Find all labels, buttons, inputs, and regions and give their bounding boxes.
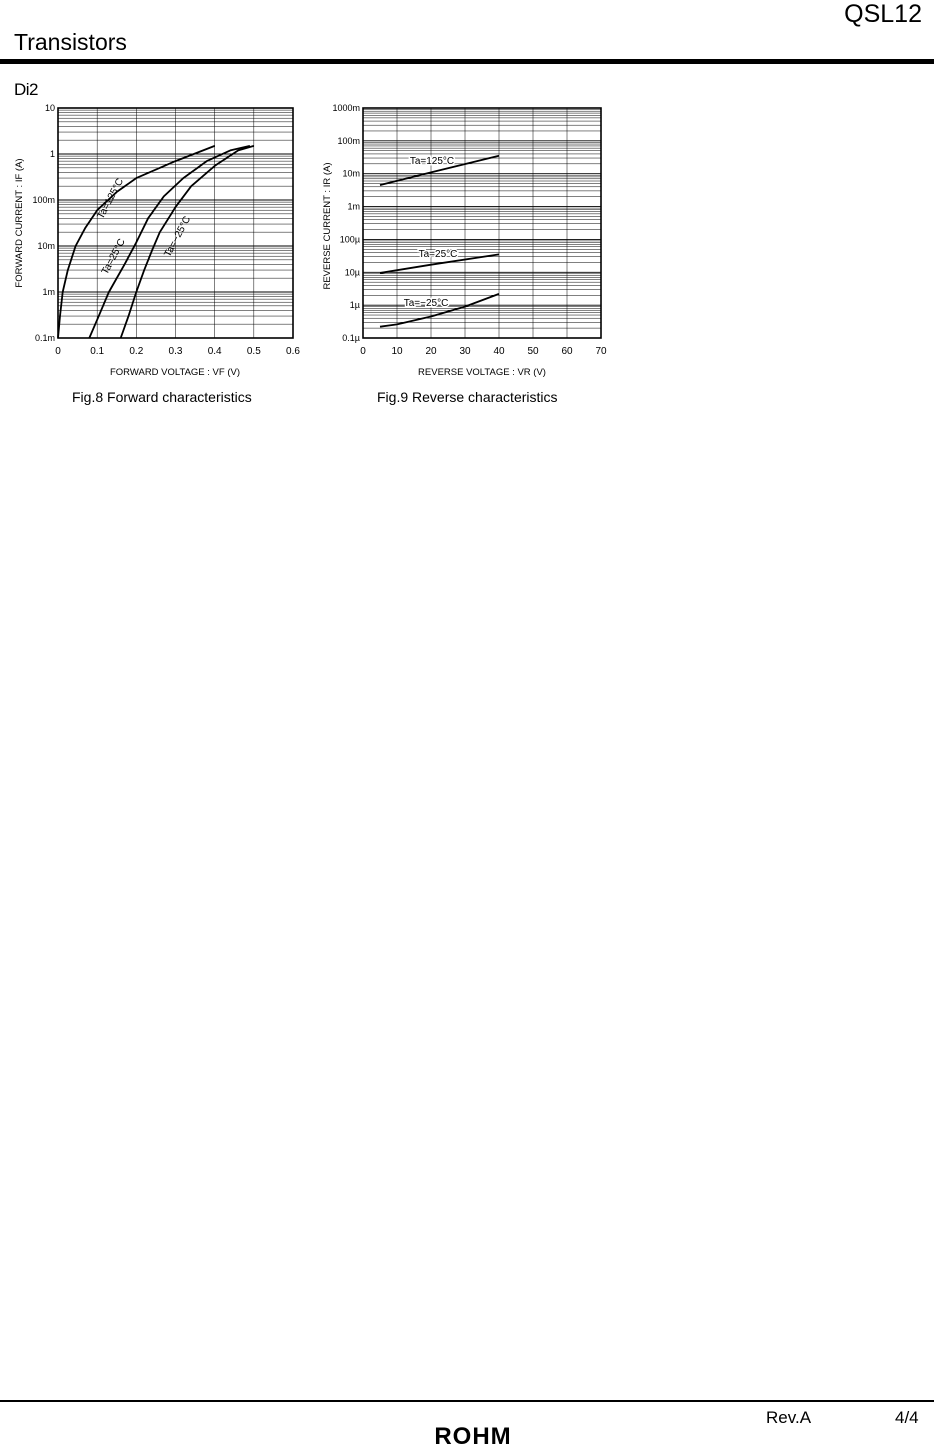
x-tick-label: 50 [527,346,539,357]
forward-characteristics-chart [14,103,300,378]
x-tick-label: 0 [55,346,61,357]
x-tick-label: 0.4 [207,346,222,357]
x-tick-label: 0.6 [286,346,300,357]
y-axis-label: REVERSE CURRENT : IR (A) [322,162,333,290]
x-tick-label: 70 [595,346,607,357]
x-axis-label: FORWARD VOLTAGE : VF (V) [109,367,241,378]
y-tick-label: 1µ [349,300,360,311]
x-tick-label: 30 [459,346,471,357]
rohm-logo [420,1424,526,1448]
header-rule [0,59,934,64]
y-tick-label: 0.1m [34,333,55,343]
rohm-logo-text: ROHM [434,1424,512,1448]
x-tick-label: 0.3 [168,346,183,357]
y-tick-label: 100m [337,135,360,146]
x-tick-label: 0.2 [129,346,144,357]
series-annotation: Ta=25°C [99,237,128,277]
y-tick-label: 100m [32,195,55,205]
y-tick-label: 10m [342,168,360,179]
document-category: Transistors [14,29,127,55]
series-annotation: Ta=−25°C [403,298,449,309]
x-tick-label: 0 [360,346,366,357]
x-axis-label: REVERSE VOLTAGE : VR (V) [418,367,546,378]
y-tick-label: 1000m [332,103,360,113]
x-tick-label: 60 [561,346,573,357]
y-tick-label: 1 [49,149,55,159]
y-axis-label: FORWARD CURRENT : IF (A) [14,158,25,288]
series-annotation: Ta=125°C [409,156,455,167]
x-tick-label: 0.1 [90,346,105,357]
x-tick-label: 40 [493,346,505,357]
y-tick-label: 0.1µ [342,333,360,343]
x-tick-label: 10 [391,346,403,357]
y-tick-label: 1m [347,201,360,212]
revision-label: Rev.A [766,1408,812,1427]
series-annotation: Ta=25°C [418,249,458,260]
fig9-caption: Fig.9 Reverse characteristics [377,389,558,405]
x-tick-label: 20 [425,346,437,357]
y-tick-label: 10µ [344,267,360,278]
part-number: QSL12 [844,0,922,28]
fig8-caption: Fig.8 Forward characteristics [72,389,252,405]
series-annotation: Ta=125°C [95,176,127,221]
y-tick-label: 1m [42,287,55,297]
section-label: Di2 [14,80,39,99]
footer-rule [0,1400,934,1402]
series-annotation: Ta=−25°C [162,214,194,260]
charts-canvas [0,95,934,395]
y-tick-label: 100µ [339,234,360,245]
x-tick-label: 0.5 [246,346,261,357]
page-number: 4/4 [895,1408,919,1427]
y-tick-label: 10 [44,103,55,113]
y-tick-label: 10m [37,241,55,251]
reverse-characteristics-chart [322,103,607,378]
